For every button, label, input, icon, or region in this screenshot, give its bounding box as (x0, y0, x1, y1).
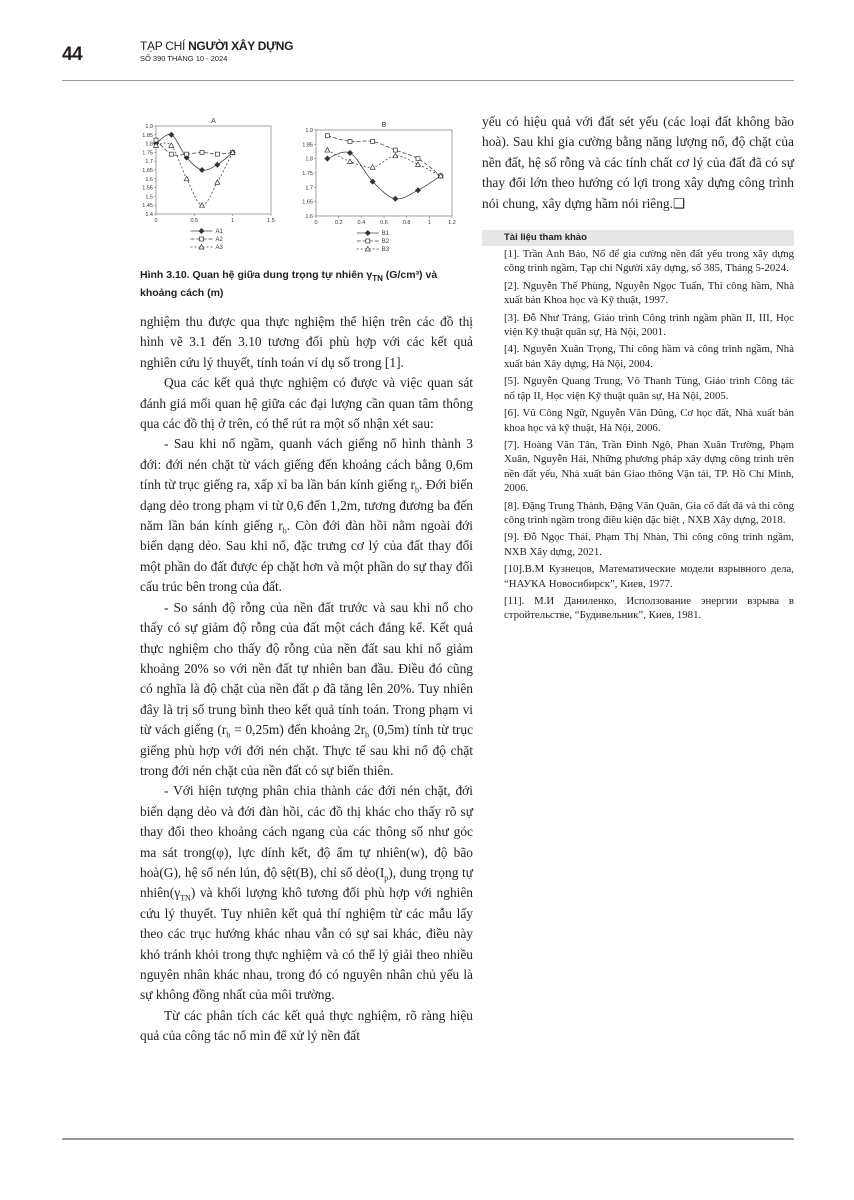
x-tick-label: 0.6 (380, 220, 388, 226)
y-tick-label: 1.4 (145, 212, 153, 218)
data-point (370, 165, 375, 170)
y-tick-label: 1.9 (145, 124, 153, 130)
series-A1 (154, 132, 236, 172)
y-tick-label: 1.75 (302, 171, 313, 177)
reference-item: [8]. Đặng Trung Thành, Đặng Văn Quân, Gia cố đất đá và thi công công trình ngầm trong điều kiện đặc biệt , NXB Xây dựng, 2018. (504, 499, 794, 526)
page-number: 44 (62, 44, 83, 65)
chart-b-svg (300, 112, 460, 262)
magazine-title (140, 39, 293, 53)
data-point (200, 150, 204, 154)
y-tick-label: 1.65 (142, 168, 153, 174)
paragraph-continued: yếu có hiệu quả với đất sét yếu (các loại đất không bão hoà). Sau khi gia cường bằng năng lượng nổ, độ chặt của nền đất, hệ số rỗng và các tính chất cơ lý của đất đã có sự thay đổi lớn theo hướng có lợi trong xây dựng công trình nói chung, xây dựng hầm nói riêng.❑ (482, 114, 794, 211)
reference-item: [11]. М.И Даниленко, Исползование энергии взрыва в стройтельстве, “Будивельник”, Киев, 1981. (504, 594, 794, 622)
paragraph-3: - Sau khi nổ ngầm, quanh vách giếng nổ hình thành 3 đới: đới nén chặt từ vách giếng đến khoảng cách bằng 0,6m tính từ trục giếng ra, xấp xỉ ba lần bán kính giếng $r_b$. Đới biến dạng dẻo trong phạm vi từ 0,6 đến 1,2m, tương đương ba đến năm lần bán kính giếng $r_b$. Còn đới đàn hồi nằm ngoài đới biến dạng dẻo. Sau khi nổ, đặc trưng cơ lý của đất thay đổi một phần do đất được ép chặt hơn và một phần do sự thay đổi cấu trúc bên trong của đất. (140, 436, 473, 595)
figure-caption (140, 266, 473, 302)
y-tick-label: 1.45 (142, 203, 153, 210)
paragraph-1: nghiệm thu được qua thực nghiệm thể hiện trên các đồ thị hình vẽ 3.1 đến 3.10 tương đối phù hợp với các kết quả nghiên cứu lý thuyết, tính toán ví dụ số trong [1]. (140, 314, 473, 370)
page-header (0, 0, 854, 90)
y-tick-label: 1.6 (145, 176, 153, 183)
left-column (140, 112, 473, 1047)
x-tick-label: 1 (231, 218, 235, 224)
data-point (371, 139, 375, 143)
y-tick-label: 1.7 (305, 185, 313, 192)
reference-item: [10].В.М Кузнецов, Математические модели взрывного дела, “НАУКА Новосибирск”, Киев, 1977. (504, 563, 794, 590)
chart-a-svg (140, 112, 280, 262)
data-point (325, 156, 330, 161)
references-list (482, 247, 794, 623)
data-point (393, 196, 398, 201)
y-tick-label: 1.9 (305, 128, 313, 134)
data-point (215, 162, 220, 167)
y-tick-label: 1.6 (305, 214, 313, 220)
reference-item: [3]. Đỗ Như Tráng, Giáo trình Công trình ngầm phần II, III, Học viện Kỹ thuật quân sự, Hà Nội, 2001. (504, 311, 794, 339)
data-point (416, 188, 421, 193)
figure-charts (140, 112, 473, 262)
caption-suffix: (G/cm³) và khoảng cách (m) (140, 269, 438, 299)
reference-item: [6]. Vũ Công Ngữ, Nguyễn Văn Dũng, Cơ học đất, Nhà xuất bản khoa học và kỹ thuật, Hà Nội, 2006. (504, 407, 794, 434)
data-point (200, 237, 204, 241)
y-tick-label: 1.5 (145, 194, 153, 201)
references-title: Tài liệu tham khảo (482, 230, 794, 246)
data-point (325, 148, 330, 153)
data-point (365, 231, 370, 236)
series-line (156, 140, 233, 155)
legend-label: B3 (381, 247, 390, 253)
y-tick-label: 1.65 (302, 199, 313, 206)
data-point (348, 139, 352, 143)
x-tick-label: 0.5 (190, 218, 199, 224)
data-point (325, 134, 329, 138)
caption-prefix: Hình 3.10. Quan hệ giữa dung trọng tự nhiên γ (140, 269, 373, 281)
data-point (154, 138, 158, 142)
issue-info: SỐ 390 THÁNG 10 - 2024 (140, 54, 228, 63)
data-point (199, 229, 204, 234)
chart-title: A (211, 118, 216, 125)
y-tick-label: 1.7 (145, 159, 153, 166)
data-point (169, 152, 173, 156)
data-point (416, 157, 420, 161)
chart-a (140, 112, 280, 262)
data-point (184, 176, 189, 181)
series-line (156, 134, 233, 170)
chart-title: B (381, 122, 387, 129)
data-point (215, 152, 219, 156)
chart-b (300, 112, 460, 262)
plot-frame (316, 130, 452, 216)
x-tick-label: 0 (314, 220, 318, 226)
legend-label: A2 (215, 237, 223, 243)
x-tick-label: 0.8 (402, 220, 411, 226)
y-tick-label: 1.8 (305, 156, 313, 163)
data-point (366, 239, 370, 243)
magazine-prefix: TẠP CHÍ (140, 39, 189, 53)
reference-item: [7]. Hoàng Văn Tân, Trần Đình Ngô, Phan Xuân Trường, Phạm Xuân, Nguyễn Hải, Những phương pháp xây dựng công trình trên nền đất yếu, Nhà xuất bản Giao thông Vận tải, TP. Hồ Chí Minh, 2006. (504, 438, 794, 495)
data-point (185, 152, 189, 156)
reference-item: [1]. Trần Anh Bảo, Nổ để gia cường nền đất yếu trong xây dựng công trình ngầm, Tạp chí Người xây dựng, số 385, Tháng 5-2024. (504, 248, 794, 275)
series-A3 (154, 143, 236, 207)
data-point (348, 150, 353, 155)
data-point (393, 148, 397, 152)
x-tick-label: 0.4 (357, 220, 366, 226)
paragraph-5: - Với hiện tượng phân chia thành các đới nén chặt, đới biến dạng dẻo và đới đàn hồi, các đồ thị khác cho thấy rõ sự thay đổi theo khoảng cách ngang của các thông số như góc ma sát trong(φ), lực dính kết, độ ẩm tự nhiên(w), độ bão hoà(G), hệ số nén lún, độ sệt(B), chỉ số $dẻo(I_p)$, dung trọng tự $nhiên(\gamma_{TN})$ và khối lượng khô tương đối phù hợp với nghiên cứu lý thuyết. Tuy nhiên kết quả thí nghiệm từ các mẫu lấy theo các trục hướng khác nhau vẫn có sự sai khác, điều này khó tránh khỏi trong thực nghiệm và có thể lý giải theo nhiều nguyên nhân khác nhau, trong đó có nguyên nhân chủ yếu là sự không đồng nhất của môi trường. (140, 783, 474, 1003)
x-tick-label: 1 (427, 220, 431, 226)
data-point (215, 180, 220, 185)
legend-label: B2 (381, 239, 390, 245)
legend-label: B1 (381, 231, 390, 237)
paragraph-6: Từ các phân tích các kết quả thực nghiệm, rõ ràng hiệu quả của công tác nổ mìn để xử lý nền đất (140, 1007, 473, 1044)
plot-frame (156, 126, 271, 214)
end-mark-icon: ❑ (672, 195, 685, 211)
caption-sub: TN (372, 274, 383, 284)
data-point (200, 168, 205, 173)
right-column (482, 112, 794, 626)
y-tick-label: 1.75 (142, 150, 153, 157)
series-line (156, 143, 233, 205)
header-rule (62, 80, 794, 81)
y-tick-label: 1.55 (142, 185, 153, 192)
magazine-name: NGƯỜI XÂY DỰNG (188, 39, 294, 53)
reference-item: [9]. Đỗ Ngọc Thái, Phạm Thị Nhàn, Thi công công trình ngầm, NXB Xây dựng, 2021. (504, 531, 794, 558)
x-tick-label: 0 (154, 218, 158, 224)
y-tick-label: 1.85 (302, 142, 313, 149)
paragraph-4: - So sánh độ rỗng của nền đất trước và sau khi nổ cho thấy có sự giảm độ rỗng của đất một cách đáng kể. Kết quả thực nghiệm cho thấy độ rỗng của nền đất sau khi nổ giảm khoảng 20% so với nền đất tự nhiên ban đầu. Điều đó cũng có nghĩa là độ chặt của nền đất ρ đã tăng lên 20%. Tuy nhiên đây là trị số trung bình theo kết quả tính toán. Trong phạm vi từ vách giếng $(r_b = 0,25m)$ đến khoảng $2r_b$ (0,5m) tính từ trục giếng phù hợp với đới nén chặt. Thực tế sau khi nổ độ chặt trong đới nén chặt của nền đất có sự biến thiên. (140, 599, 474, 778)
footer-rule (62, 1138, 794, 1140)
series-A2 (154, 138, 235, 156)
paragraph-2: Qua các kết quả thực nghiệm có được và việc quan sát đánh giá mối quan hệ giữa các đại lượng cần quan tâm thông qua các đồ thị ở trên, có thể rút ra một số nhận xét sau: (140, 375, 473, 432)
x-tick-label: 0.2 (334, 220, 343, 226)
y-tick-label: 1.8 (145, 141, 153, 148)
legend-label: A3 (215, 245, 223, 251)
data-point (348, 159, 353, 164)
series-line (327, 150, 440, 176)
series-B2 (325, 134, 442, 178)
x-tick-label: 1.2 (448, 220, 456, 226)
series-line (327, 152, 440, 199)
series-line (327, 136, 440, 176)
y-tick-label: 1.85 (142, 132, 153, 139)
reference-item: [4]. Nguyễn Xuân Trọng, Thi công hầm và công trình ngầm, Nhà xuất bản Xây dựng, Hà Nội, 2004. (504, 343, 794, 370)
x-tick-label: 1.5 (267, 218, 275, 224)
data-point (200, 203, 205, 208)
reference-item: [5]. Nguyễn Quang Trung, Võ Thanh Tùng, Giáo trình Công tác nổ tập II, Học viện Kỹ thuật quân sự, Hà Nội, 2005. (504, 375, 794, 402)
legend-label: A1 (215, 229, 223, 235)
data-point (416, 162, 421, 167)
reference-item: [2]. Nguyễn Thế Phùng, Nguyễn Ngọc Tuấn, Thi công hầm, Nhà xuất bản Khoa học và Kỹ thuật, 1997. (504, 279, 794, 307)
